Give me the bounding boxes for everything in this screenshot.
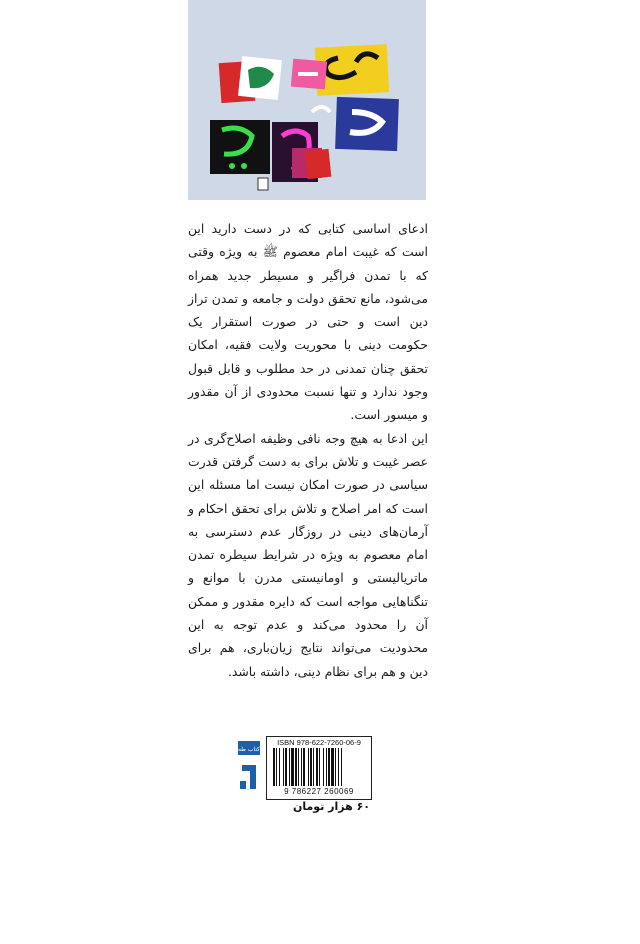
barcode-bar — [279, 748, 280, 786]
barcode-bar — [291, 748, 294, 786]
barcode-bar — [328, 748, 330, 786]
barcode-bar — [335, 748, 336, 786]
barcode-bar — [285, 748, 287, 786]
barcode-bar — [289, 748, 290, 786]
barcode-bars — [271, 748, 367, 786]
barcode-bar — [331, 748, 334, 786]
cover-calligraphy-art — [188, 0, 426, 200]
barcode-bar — [310, 748, 312, 786]
barcode-bar — [319, 748, 320, 786]
barcode-bar — [301, 748, 302, 786]
isbn-number: ISBN 978-622-7260-06-9 — [277, 738, 361, 747]
barcode-bar — [276, 748, 277, 786]
barcode-bar — [338, 748, 339, 786]
barcode-bar — [295, 748, 297, 786]
barcode-bar — [316, 748, 318, 786]
paragraph-2: این ادعا به هیچ وجه نافی وظیفه اصلاح‌گری در عصر غیبت و تلاش برای به دست گرفتن قدرت سیاسی در صورت امکان نیست اما مسئله این است که امر اصلاح و تلاش برای تحقق احکام و آرمان‌های دینی در روزگار عدم دسترسی به امام معصوم به ویژه در شرایط سیطره تمدن ماتریالیستی و اومانیستی مدرن با موانع و تنگناهایی مواجه است که دایره مقدور و ممکن آن را محدود می‌کند و عدم توجه به این محدودیت می‌تواند نتایج زیان‌باری، هم برای دین و هم برای نظام دینی، داشته باشد. — [188, 430, 428, 679]
paragraph-1: ادعای اساسی کتابی که در دست دارید این است که غیبت امام معصوم ﷺ به ویژه وقتی که با تمدن فراگیر و مسیطر جدید همراه می‌شود، مانع تحقق دولت و جامعه و تمدن تراز دین است و حتی در صورت استقرار یک حکومت دینی با محوریت ولایت فقیه، امکان تحقق چنان تمدنی در حد مطلوب و قابل قبول وجود ندارد و تنها نسبت محدودی از آن مقدور و میسور است. — [188, 221, 428, 423]
barcode-bar — [326, 748, 327, 786]
barcode-bar — [283, 748, 284, 786]
barcode-bar — [298, 748, 299, 786]
barcode-digits: 9 786227 260069 — [284, 787, 354, 796]
publisher-logo-text: کتاب طه — [237, 746, 261, 753]
barcode-bar — [313, 748, 314, 786]
isbn-barcode — [266, 736, 372, 800]
back-cover-text — [188, 217, 428, 683]
barcode-bar — [303, 748, 305, 786]
barcode-bar — [323, 748, 324, 786]
barcode-bar — [308, 748, 309, 786]
cover-image — [188, 0, 426, 200]
barcode-bar — [341, 748, 342, 786]
price-label: ۶۰ هزار تومان — [292, 800, 370, 813]
barcode-bar — [273, 748, 275, 786]
publisher-logo-icon — [234, 737, 264, 797]
